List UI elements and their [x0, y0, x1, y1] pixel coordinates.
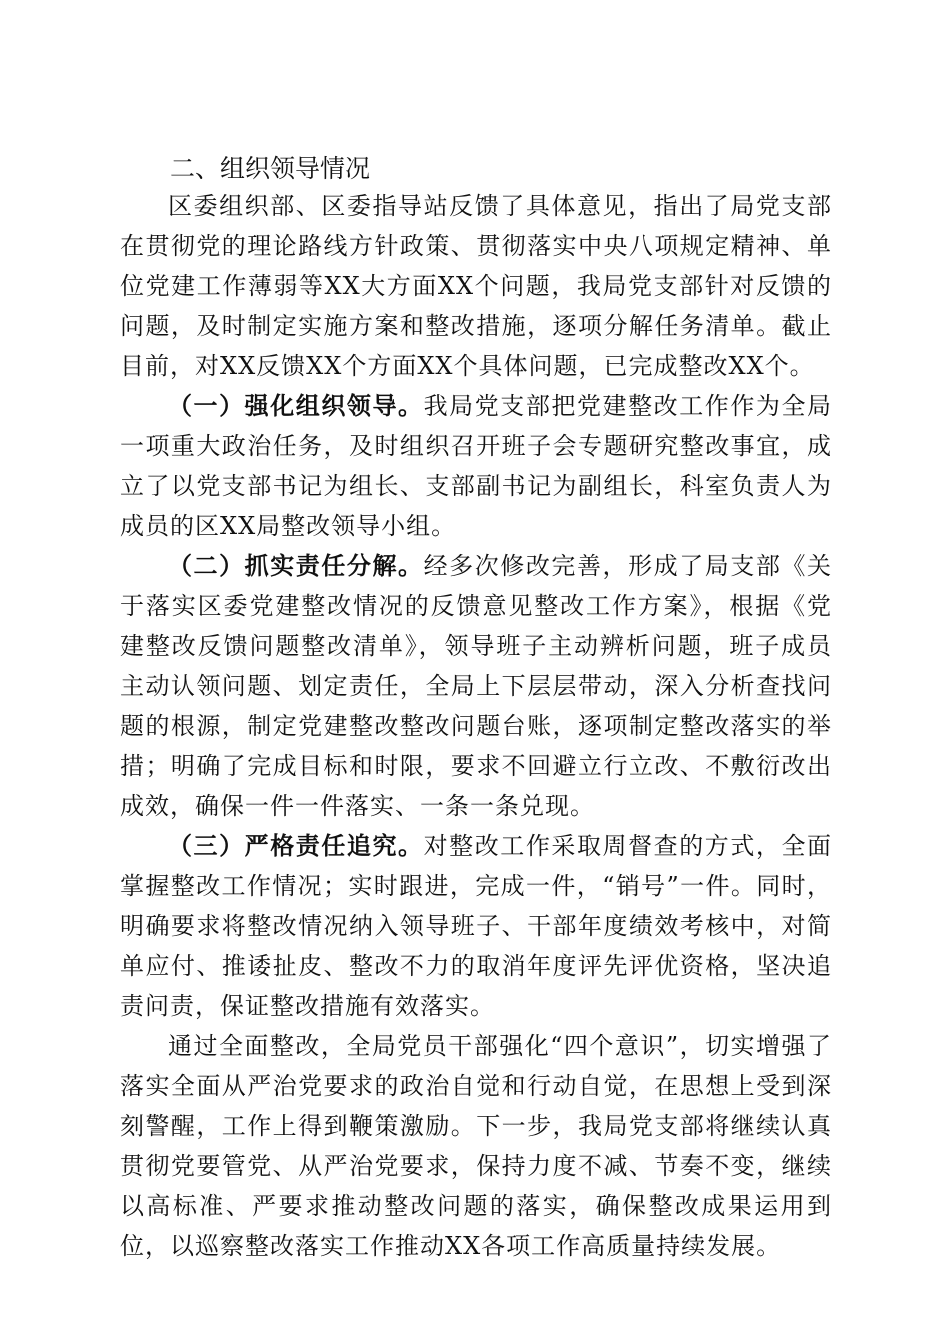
- paragraph-responsibility: [120, 546, 832, 826]
- paragraph-organization: [120, 386, 832, 546]
- paragraph-text: 对整改工作采取周督查的方式，全面掌握整改工作情况；实时跟进，完成一件，“销号”一件。同时，明确要求将整改情况纳入领导班子、干部年度绩效考核中，对简单应付、推诿扯皮、整改不力的取消年度评先评优资格，坚决追责问责，保证整改措施有效落实。: [120, 832, 833, 1020]
- paragraph-text: 区委组织部、区委指导站反馈了具体意见，指出了局党支部在贯彻党的理论路线方针政策、贯彻落实中央八项规定精神、单位党建工作薄弱等XX大方面XX个问题，我局党支部针对反馈的问题，及时制定实施方案和整改措施，逐项分解任务清单。截止目前，对XX反馈XX个方面XX个具体问题，已完成整改XX个。: [120, 192, 832, 380]
- document-page: [120, 152, 832, 1266]
- paragraph-text: 通过全面整改，全局党员干部强化“四个意识”，切实增强了落实全面从严治党要求的政治自觉和行动自觉，在思想上受到深刻警醒，工作上得到鞭策激励。下一步，我局党支部将继续认真贯彻党要管党、从严治党要求，保持力度不减、节奏不变，继续以高标准、严要求推动整改问题的落实，确保整改成果运用到位，以巡察整改落实工作推动XX各项工作高质量持续发展。: [120, 1032, 832, 1260]
- paragraph-lead: （二）抓实责任分解。: [168, 552, 424, 580]
- paragraph-summary: [120, 186, 832, 386]
- paragraph-text: 经多次修改完善，形成了局支部《关于落实区委党建整改情况的反馈意见整改工作方案》，根据《党建整改反馈问题整改清单》，领导班子主动辨析问题，班子成员主动认领问题、划定责任，全局上下层层带动，深入分析查找问题的根源，制定党建整改整改问题台账，逐项制定整改落实的举措；明确了完成目标和时限，要求不回避立行立改、不敷衍改出成效，确保一件一件落实、一条一条兑现。: [120, 552, 833, 820]
- paragraph-accountability: [120, 826, 832, 1026]
- paragraph-lead: （三）严格责任追究。: [168, 832, 424, 860]
- paragraph-text: 我局党支部把党建整改工作作为全局一项重大政治任务，及时组织召开班子会专题研究整改事宜，成立了以党支部书记为组长、支部副书记为副组长，科室负责人为成员的区XX局整改领导小组。: [120, 392, 833, 540]
- paragraph-conclusion: [120, 1026, 832, 1266]
- paragraph-lead: （一）强化组织领导。: [168, 392, 424, 420]
- section-heading: 二、组织领导情况: [170, 154, 371, 183]
